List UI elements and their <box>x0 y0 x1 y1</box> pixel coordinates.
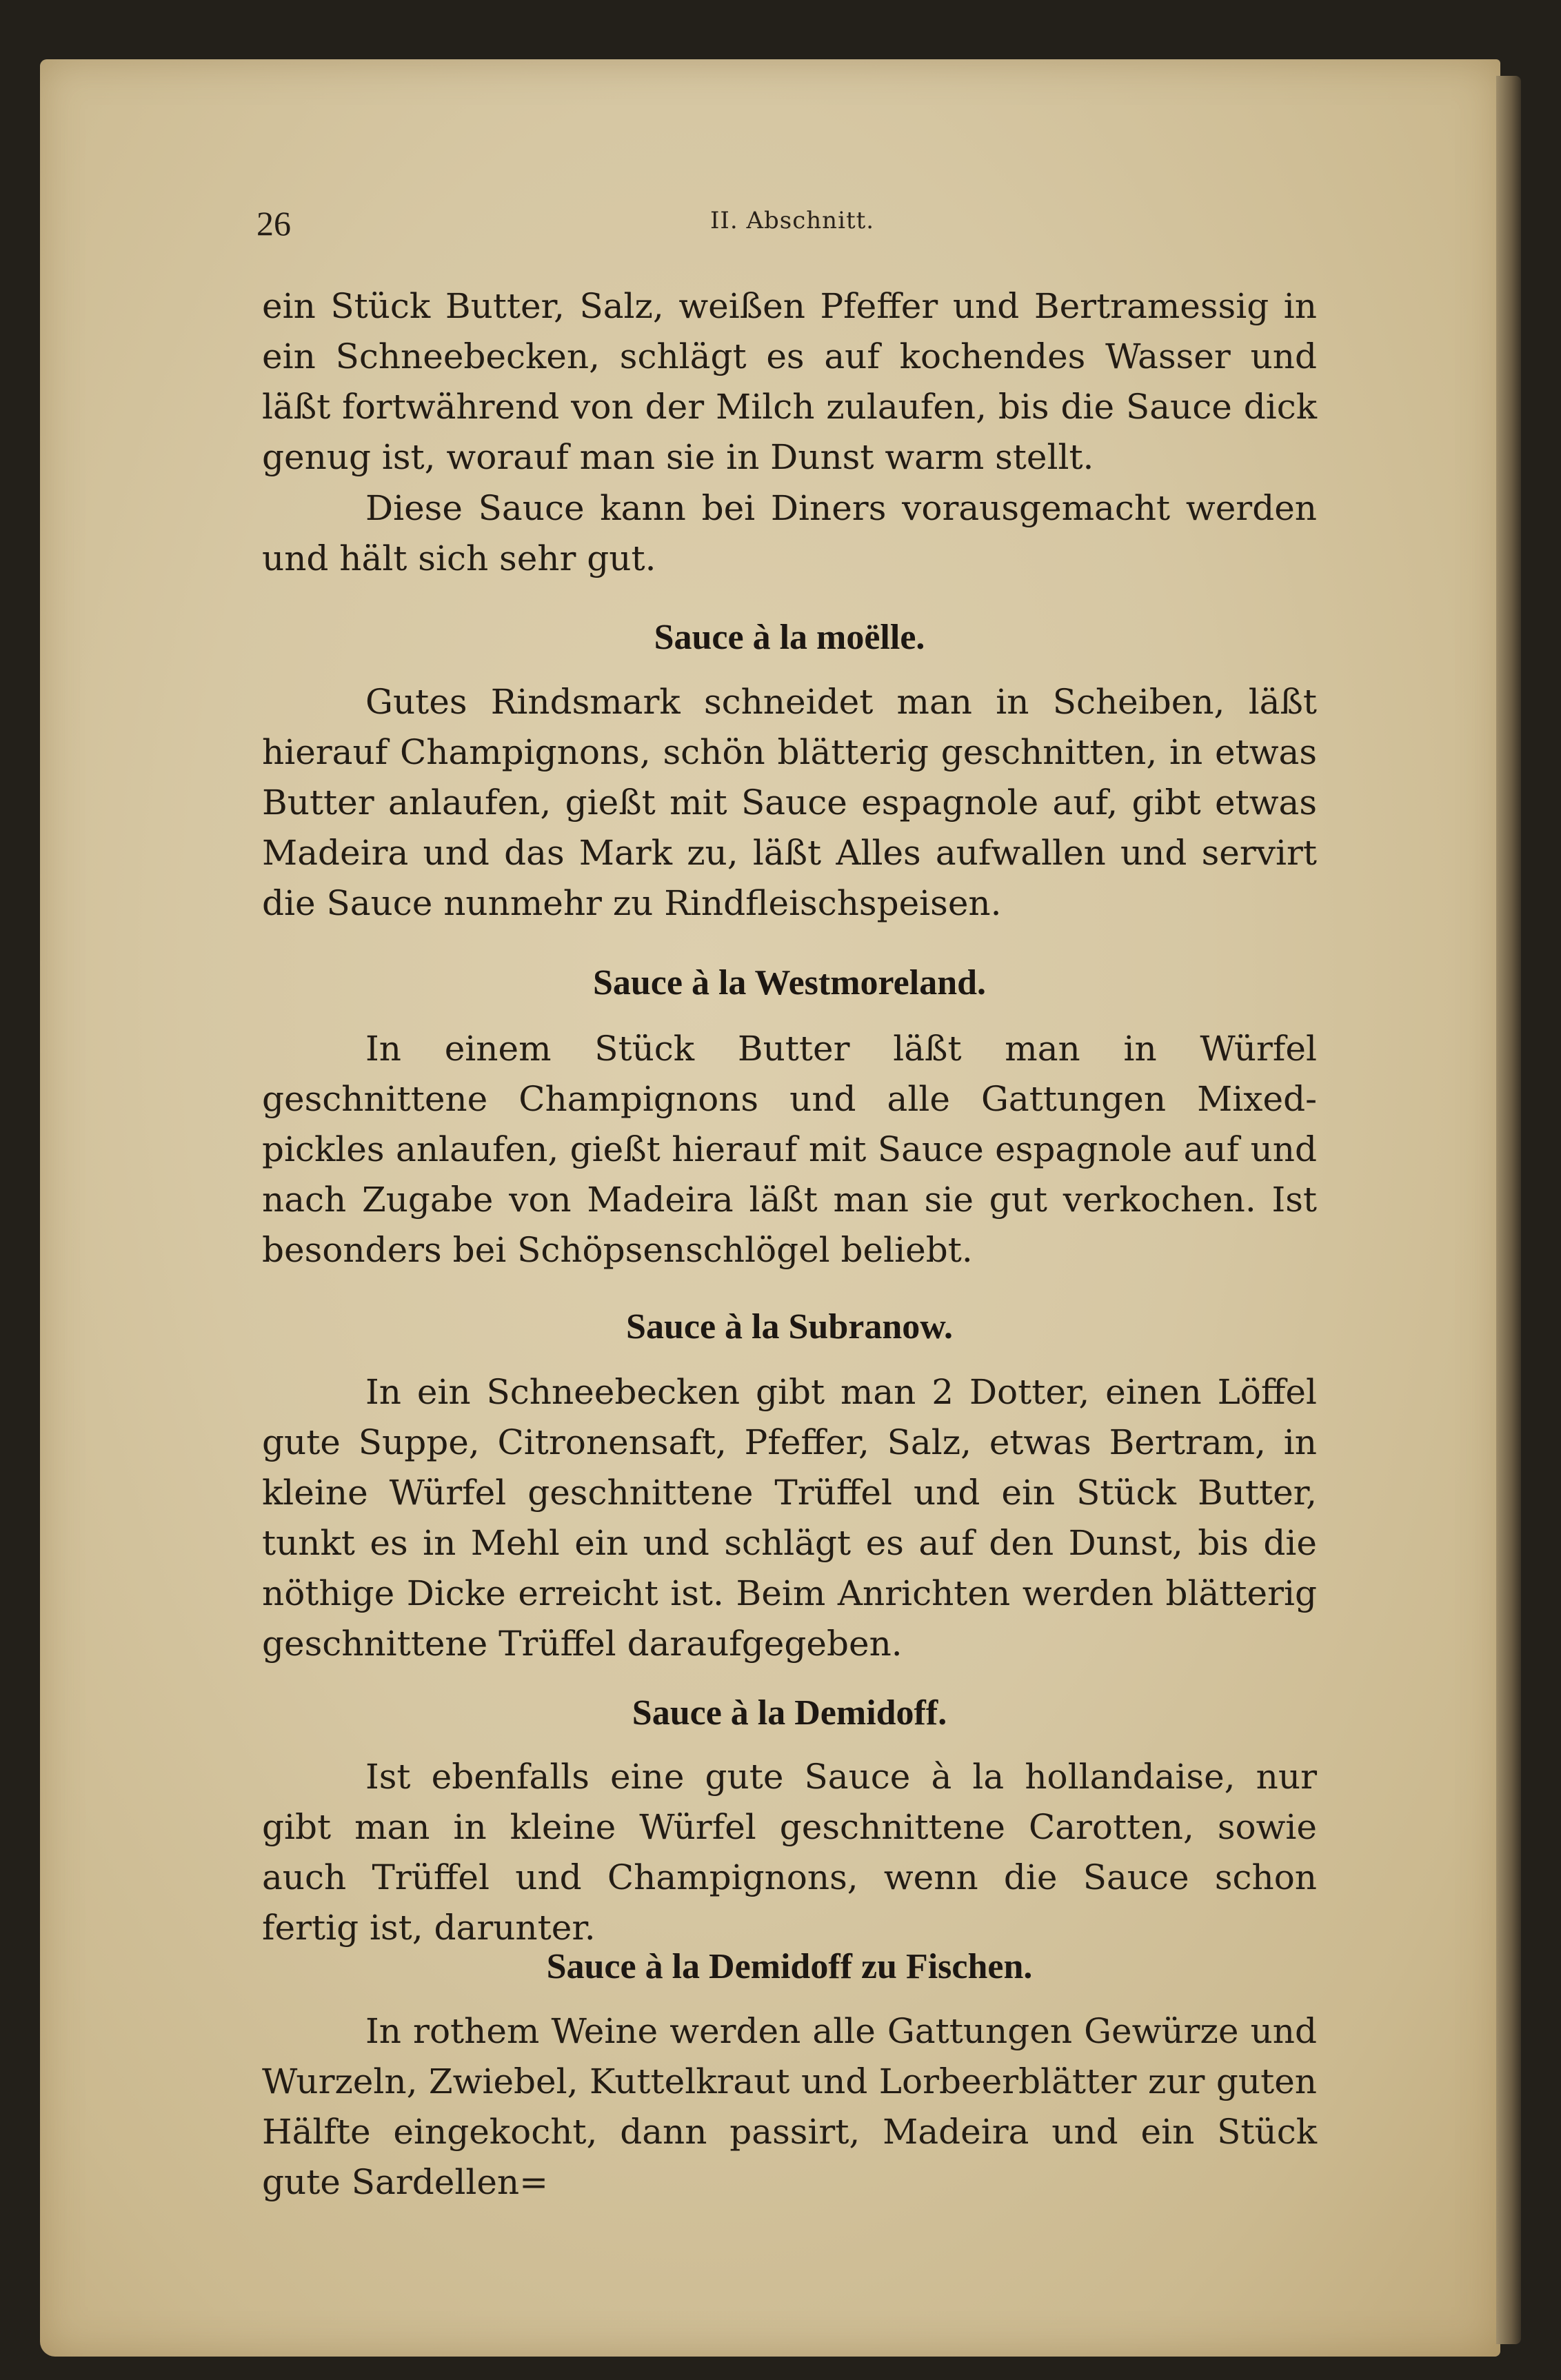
intro-paragraph: ein Stück Butter, Salz, weißen Pfeffer und Bertramessig in ein Schneebecken, schlägt es auf kochendes Wasser und läßt fortwährend von der Milch zulaufen, bis die Sauce dick genug ist, worauf man sie in Dunst warm stellt. <box>262 286 1317 477</box>
page-number: 26 <box>256 204 291 243</box>
book-edge <box>1496 76 1521 2344</box>
section-text-demidoff-fish: In rothem Weine werden alle Gattungen Gewürze und Wurzeln, Zwiebel, Kuttelkraut und Lorbeerblätter zur guten Hälfte eingekocht, dann passirt, Madeira und ein Stück gute Sardellen= <box>262 2011 1317 2202</box>
section-text-moelle: Gutes Rindsmark schneidet man in Scheiben, läßt hierauf Champignons, schön blätterig geschnitten, in etwas Butter anlaufen, gießt mit Sauce espagnole auf, gibt etwas Madeira und das Mark zu, läßt Alles aufwallen und servirt die Sauce nunmehr zu Rindfleischspeisen. <box>262 682 1317 923</box>
section-text-subranow: In ein Schneebecken gibt man 2 Dotter, einen Löffel gute Suppe, Citronensaft, Pfeffer, Salz, etwas Bertram, in kleine Würfel geschnittene Trüffel und ein Stück Butter, tunkt es in Mehl ein und schlägt es auf den Dunst, bis die nöthige Dicke erreicht ist. Beim Anrichten werden blätterig geschnittene Trüffel daraufgegeben. <box>262 1372 1317 1664</box>
section-title-demidoff: Sauce à la Demidoff. <box>632 1693 947 1733</box>
section-title-moelle: Sauce à la moëlle. <box>654 618 925 657</box>
section-text-westmoreland: In einem Stück Butter läßt man in Würfel geschnittene Champignons und alle Gattungen Mixed-pickles anlaufen, gießt hierauf mit Sauce espagnole auf und nach Zugabe von Madeira läßt man sie gut verkochen. Ist besonders bei Schöpsenschlögel beliebt. <box>262 1029 1317 1270</box>
running-head: II. Abschnitt. <box>710 207 875 234</box>
section-title-westmoreland: Sauce à la Westmoreland. <box>592 963 987 1002</box>
section-text-demidoff: Ist ebenfalls eine gute Sauce à la hollandaise, nur gibt man in kleine Würfel geschnittene Carotten, sowie auch Trüffel und Champignons, wenn die Sauce schon fertig ist, darunter. <box>262 1757 1317 1948</box>
intro-note: Diese Sauce kann bei Diners vorausgemacht werden und hält sich sehr gut. <box>262 488 1317 578</box>
section-title-subranow: Sauce à la Subranow. <box>626 1307 953 1347</box>
section-title-demidoff-fish: Sauce à la Demidoff zu Fischen. <box>546 1947 1033 1986</box>
